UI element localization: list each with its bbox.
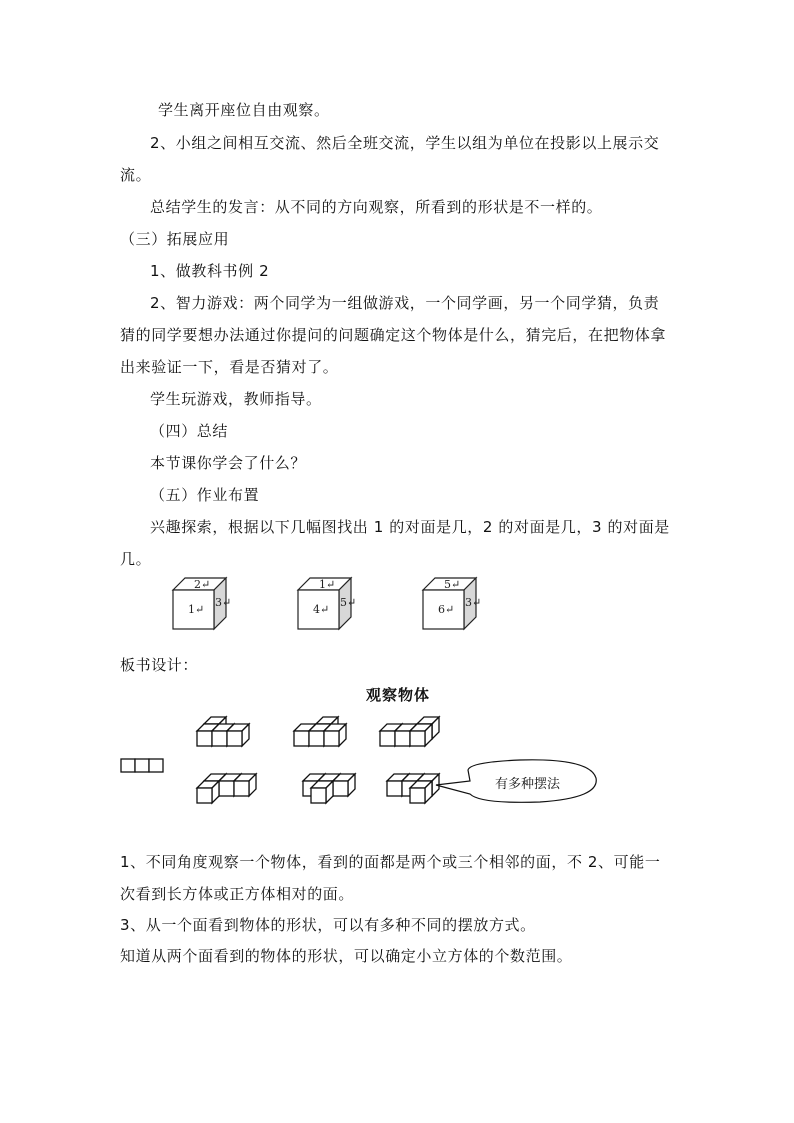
front-view-square <box>121 759 135 772</box>
die-side-number: 3↵ <box>465 596 482 609</box>
block-front <box>311 788 326 803</box>
die-top-number: 1↵ <box>319 578 336 591</box>
block-front <box>380 731 395 746</box>
text-line: 本节课你学会了什么？ <box>150 454 307 472</box>
block-front <box>395 731 410 746</box>
section-heading: （五）作业布置 <box>150 486 260 504</box>
block-front <box>333 781 348 796</box>
die-2 <box>298 578 356 629</box>
block-front <box>410 788 425 803</box>
text-line: 兴趣探索，根据以下几幅图找出 1 的对面是几，2 的对面是几，3 的对面是 <box>150 518 670 536</box>
text-line: 1、做教科书例 2 <box>150 262 270 280</box>
die-front-number: 6↵ <box>438 603 455 616</box>
bubble-text: 有多种摆法 <box>495 777 561 792</box>
text-line: 猜的同学要想办法通过你提问的问题确定这个物体是什么，猜完后，在把物体拿 <box>120 326 667 344</box>
board-title: 观察物体 <box>366 686 431 704</box>
section-heading: （三）拓展应用 <box>120 230 230 248</box>
front-view-square <box>135 759 149 772</box>
block-front <box>197 731 212 746</box>
front-view-square <box>149 759 163 772</box>
text-line: 学生玩游戏，教师指导。 <box>150 390 322 408</box>
text-line: 总结学生的发言：从不同的方向观察，所看到的形状是不一样的。 <box>150 198 603 216</box>
text-line: 2、小组之间相互交流、然后全班交流，学生以组为单位在投影以上展示交 <box>150 134 660 152</box>
block-figures <box>121 717 439 803</box>
speech-bubble <box>436 760 596 803</box>
text-line: 2、智力游戏：两个同学为一组做游戏，一个同学画，另一个同学猜，负责 <box>150 294 660 312</box>
block-front <box>410 731 425 746</box>
conclusion-line: 3、从一个面看到物体的形状，可以有多种不同的摆放方式。 <box>120 916 536 934</box>
text-line: 流。 <box>120 166 152 184</box>
text-line: 出来验证一下，看是否猜对了。 <box>120 358 339 376</box>
block-front <box>212 731 227 746</box>
die-front-number: 1↵ <box>188 603 205 616</box>
block-front <box>219 781 234 796</box>
conclusion-line: 知道从两个面看到的物体的形状，可以确定小立方体的个数范围。 <box>120 947 573 965</box>
die-3 <box>423 578 481 629</box>
conclusion-line: 次看到长方体或正方体相对的面。 <box>120 885 355 903</box>
section-heading: （四）总结 <box>150 422 229 440</box>
block-front <box>234 781 249 796</box>
die-front-number: 4↵ <box>313 603 330 616</box>
text-line: 学生离开座位自由观察。 <box>158 101 330 119</box>
die-side-number: 5↵ <box>340 596 357 609</box>
die-1 <box>173 578 231 629</box>
text-line: 几。 <box>120 550 152 568</box>
block-front <box>387 781 402 796</box>
die-side-number: 3↵ <box>215 596 232 609</box>
block-front <box>324 731 339 746</box>
block-front <box>309 731 324 746</box>
die-top-number: 2↵ <box>194 578 211 591</box>
block-front <box>294 731 309 746</box>
block-front <box>227 731 242 746</box>
block-front <box>197 788 212 803</box>
board-label: 板书设计： <box>120 656 199 674</box>
conclusion-line: 1、不同角度观察一个物体，看到的面都是两个或三个相邻的面，不 2、可能一 <box>120 853 661 871</box>
die-top-number: 5↵ <box>444 578 461 591</box>
